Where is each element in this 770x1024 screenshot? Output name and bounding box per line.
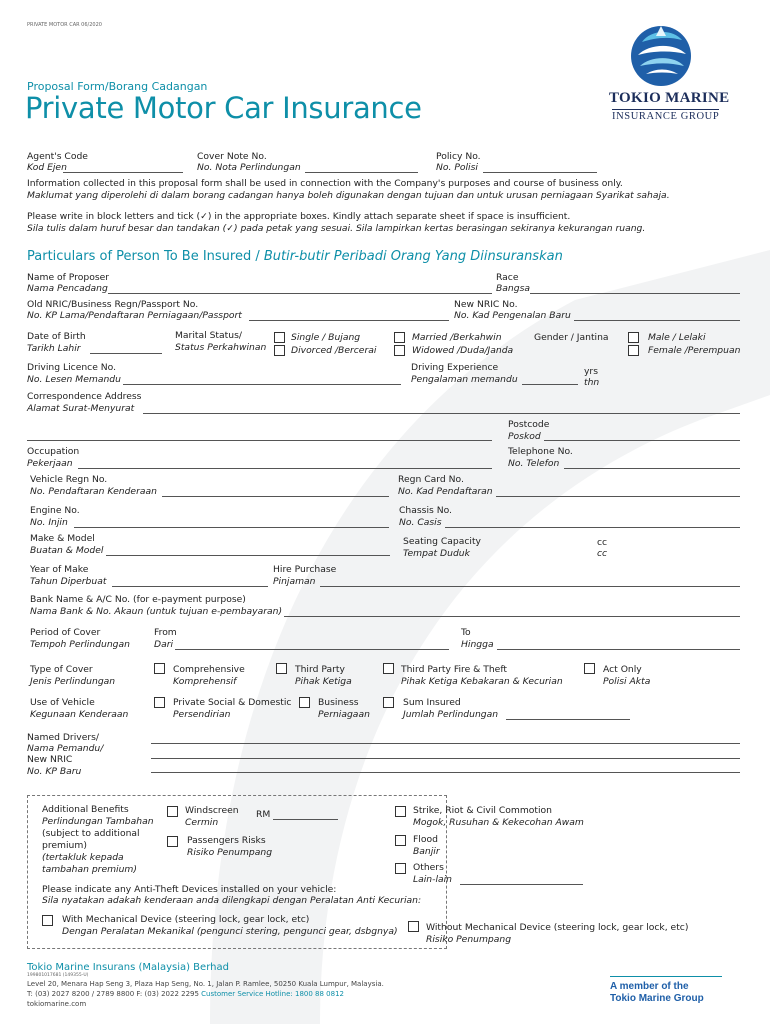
old-nric-label: Old NRIC/Business Regn/Passport No.: [27, 299, 199, 310]
benefits-title-2: (subject to additional: [42, 828, 140, 839]
benefits-title-1: Additional Benefits: [42, 804, 129, 815]
single-label: Single / Bujang: [291, 332, 361, 343]
vehicle-use-label: Use of Vehicle: [30, 697, 95, 708]
regn-card-label: Regn Card No.: [398, 474, 464, 485]
make-model-input[interactable]: [106, 555, 390, 556]
mechanical-device-label-ms: Dengan Peralatan Mekanikal (pengunci stering, pengunci gear, dsbgnya): [62, 926, 398, 937]
make-model-label: Make & Model: [30, 533, 95, 544]
to-label: To: [461, 627, 471, 638]
anti-theft-question-ms: Sila nyatakan adakah kenderaan anda dilengkapi dengan Peralatan Anti Kecurian:: [42, 895, 422, 906]
private-use-checkbox[interactable]: [154, 697, 165, 708]
named-drivers-label-3: New NRIC: [27, 754, 73, 765]
company-name: Tokio Marine Insurans (Malaysia) Berhad: [27, 962, 229, 973]
agent-code-input[interactable]: [63, 172, 183, 173]
srcc-label-ms: Mogok, Rusuhan & Kekecohan Awam: [413, 817, 584, 828]
occupation-input[interactable]: [78, 468, 492, 469]
company-address: Level 20, Menara Hap Seng 3, Plaza Hap Seng, No. 1, Jalan P. Ramlee, 50250 Kuala Lumpur, Malaysia.: [27, 980, 384, 988]
others-input[interactable]: [460, 884, 583, 885]
telephone-input[interactable]: [564, 468, 740, 469]
flood-label-ms: Banjir: [413, 846, 440, 857]
postcode-label: Postcode: [508, 419, 550, 430]
member-tagline-1: A member of the: [610, 981, 689, 992]
comprehensive-label: Comprehensive: [173, 664, 245, 675]
mechanical-device-checkbox[interactable]: [42, 915, 53, 926]
document-code: PRIVATE MOTOR CAR 06/2020: [27, 22, 102, 28]
old-nric-label-ms: No. KP Lama/Pendaftaran Perniagaan/Passport: [27, 310, 242, 321]
from-label-ms: Dari: [154, 639, 174, 650]
others-label: Others: [413, 862, 444, 873]
telephone-label-ms: No. Telefon: [508, 458, 560, 469]
mechanical-device-label: With Mechanical Device (steering lock, gear lock, etc): [62, 914, 310, 925]
third-party-label-ms: Pihak Ketiga: [295, 676, 352, 687]
windscreen-amount-input[interactable]: [273, 819, 338, 820]
policy-no-label: Policy No.: [436, 151, 481, 162]
cover-note-input[interactable]: [305, 172, 418, 173]
dob-input[interactable]: [90, 353, 162, 354]
agent-code-label: Agent's Code: [27, 151, 88, 162]
named-drivers-label-4: No. KP Baru: [27, 766, 82, 777]
bank-label: Bank Name & A/C No. (for e-payment purpose): [30, 594, 246, 605]
cover-note-label-ms: No. Nota Perlindungan: [197, 162, 301, 173]
info-notice-ms: Maklumat yang diperolehi di dalam borang cadangan hanya boleh digunakan dengan tujuan dan untuk urusan perniagaan Syarikat sahaja.: [27, 190, 670, 201]
from-input[interactable]: [175, 649, 449, 650]
cover-type-label: Type of Cover: [30, 664, 93, 675]
occupation-label: Occupation: [27, 446, 80, 457]
logo-wordmark: TOKIO MARINE: [609, 90, 730, 106]
hire-purchase-label: Hire Purchase: [273, 564, 337, 575]
single-checkbox[interactable]: [274, 332, 285, 343]
others-label-ms: Lain-lain: [413, 874, 452, 885]
regn-card-input[interactable]: [496, 496, 740, 497]
seating-label: Seating Capacity: [403, 536, 481, 547]
sum-insured-label: Sum Insured: [403, 697, 461, 708]
divorced-label: Divorced /Bercerai: [291, 345, 377, 356]
no-mechanical-device-label: Without Mechanical Device (steering lock, gear lock, etc): [426, 922, 689, 933]
third-party-label: Third Party: [295, 664, 345, 675]
married-checkbox[interactable]: [394, 332, 405, 343]
section-heading-en: Particulars of Person To Be Insured /: [27, 249, 264, 264]
bank-input[interactable]: [284, 616, 740, 617]
private-use-label-ms: Persendirian: [173, 709, 231, 720]
cc-unit-1: cc: [597, 537, 608, 548]
hire-purchase-label-ms: Pinjaman: [273, 576, 316, 587]
sum-insured-checkbox[interactable]: [383, 697, 394, 708]
hire-purchase-input[interactable]: [320, 586, 740, 587]
instruction-notice-ms: Sila tulis dalam huruf besar dan tandakan (✓) pada petak yang sesuai. Sila lampirkan kertas berasingan sekiranya kekurangan ruang.: [27, 223, 646, 234]
dob-label-ms: Tarikh Lahir: [27, 343, 81, 354]
benefits-title-ms-1: Perlindungan Tambahan: [42, 816, 154, 827]
gender-label: Gender / Jantina: [534, 332, 609, 343]
vehicle-use-label-ms: Kegunaan Kenderaan: [30, 709, 129, 720]
address-input-line-2[interactable]: [27, 440, 492, 441]
engine-label: Engine No.: [30, 505, 80, 516]
female-label: Female /Perempuan: [648, 345, 741, 356]
address-input-line-1[interactable]: [143, 413, 740, 414]
member-divider: [610, 976, 722, 977]
from-label: From: [154, 627, 177, 638]
srcc-label: Strike, Riot & Civil Commotion: [413, 805, 553, 816]
marital-label-ms: Status Perkahwinan: [175, 342, 267, 353]
proposer-label: Name of Proposer: [27, 272, 110, 283]
act-only-checkbox[interactable]: [584, 663, 595, 674]
postcode-input[interactable]: [544, 440, 740, 441]
sum-insured-input[interactable]: [506, 719, 630, 720]
male-label: Male / Lelaki: [648, 332, 706, 343]
experience-input[interactable]: [522, 384, 578, 385]
phone-fax: T: (03) 2027 8200 / 2789 8800 F: (03) 2022 2295: [27, 990, 202, 998]
passengers-checkbox[interactable]: [167, 836, 178, 847]
info-notice: Information collected in this proposal form shall be used in connection with the Company's purposes and course of business only.: [27, 178, 623, 189]
make-model-label-ms: Buatan & Model: [30, 545, 104, 556]
chassis-input[interactable]: [445, 527, 740, 528]
new-nric-label: New NRIC No.: [454, 299, 518, 310]
company-contact: [27, 990, 344, 998]
no-mechanical-device-label-ms: Risiko Penumpang: [426, 934, 512, 945]
proposer-label-ms: Nama Pencadang: [27, 283, 108, 294]
business-use-checkbox[interactable]: [299, 697, 310, 708]
race-label-ms: Bangsa: [496, 283, 531, 294]
named-driver-input-3[interactable]: [151, 772, 740, 773]
page-title: Private Motor Car Insurance: [25, 91, 422, 125]
form-subtitle: Proposal Form/Borang Cadangan: [27, 80, 208, 93]
passengers-label-ms: Risiko Penumpang: [187, 847, 273, 858]
third-party-checkbox[interactable]: [276, 663, 287, 674]
named-drivers-label-2: Nama Pemandu/: [27, 743, 104, 754]
website-link[interactable]: tokiomarine.com: [27, 1000, 87, 1008]
years-unit: yrs: [584, 366, 599, 377]
policy-no-input[interactable]: [483, 172, 597, 173]
widowed-label: Widowed /Duda/Janda: [412, 345, 514, 356]
act-only-label-ms: Polisi Akta: [603, 676, 651, 687]
srcc-checkbox[interactable]: [395, 806, 406, 817]
married-label: Married /Berkahwin: [412, 332, 502, 343]
windscreen-label-ms: Cermin: [185, 817, 219, 828]
agent-code-label-ms: Kod Ejen: [27, 162, 67, 173]
race-input[interactable]: [530, 293, 740, 294]
comprehensive-checkbox[interactable]: [154, 663, 165, 674]
passengers-label: Passengers Risks: [187, 835, 266, 846]
windscreen-label: Windscreen: [185, 805, 239, 816]
tpft-checkbox[interactable]: [383, 663, 394, 674]
act-only-label: Act Only: [603, 664, 642, 675]
female-checkbox[interactable]: [628, 345, 639, 356]
address-label: Correspondence Address: [27, 391, 142, 402]
dob-label: Date of Birth: [27, 331, 86, 342]
seating-label-ms: Tempat Duduk: [403, 548, 470, 559]
others-checkbox[interactable]: [395, 863, 406, 874]
old-nric-input[interactable]: [249, 320, 449, 321]
widowed-checkbox[interactable]: [394, 345, 405, 356]
new-nric-label-ms: No. Kad Pengenalan Baru: [454, 310, 571, 321]
cc-unit-2: cc: [597, 548, 608, 559]
cover-note-label: Cover Note No.: [197, 151, 267, 162]
experience-label: Driving Experience: [411, 362, 499, 373]
sum-insured-label-ms: Jumlah Perlindungan: [403, 709, 499, 720]
regn-card-label-ms: No. Kad Pendaftaran: [398, 486, 493, 497]
flood-checkbox[interactable]: [395, 835, 406, 846]
race-label: Race: [496, 272, 519, 283]
period-label: Period of Cover: [30, 627, 101, 638]
section-heading: [27, 249, 563, 264]
male-checkbox[interactable]: [628, 332, 639, 343]
chassis-label-ms: No. Casis: [399, 517, 442, 528]
vehicle-regn-label: Vehicle Regn No.: [30, 474, 108, 485]
benefits-title-ms-2: (tertakluk kepada: [42, 852, 124, 863]
postcode-label-ms: Poskod: [508, 431, 541, 442]
logo-group-text: INSURANCE GROUP: [612, 111, 720, 122]
to-input[interactable]: [497, 649, 740, 650]
telephone-label: Telephone No.: [508, 446, 573, 457]
tpft-label-ms: Pihak Ketiga Kebakaran & Kecurian: [401, 676, 563, 687]
section-heading-ms: Butir-butir Peribadi Orang Yang Diinsuranskan: [263, 249, 563, 264]
new-nric-input[interactable]: [574, 320, 740, 321]
tokio-marine-logo-icon: [628, 22, 694, 88]
named-drivers-label-1: Named Drivers/: [27, 732, 100, 743]
engine-label-ms: No. Injin: [30, 517, 68, 528]
engine-input[interactable]: [74, 527, 389, 528]
private-use-label: Private Social & Domestic: [173, 697, 292, 708]
vehicle-regn-label-ms: No. Pendaftaran Kenderaan: [30, 486, 157, 497]
benefits-title-ms-3: tambahan premium): [42, 864, 137, 875]
business-use-label: Business: [318, 697, 359, 708]
comprehensive-label-ms: Komprehensif: [173, 676, 237, 687]
address-label-ms: Alamat Surat-Menyurat: [27, 403, 135, 414]
to-label-ms: Hingga: [461, 639, 494, 650]
member-tagline-2: Tokio Marine Group: [610, 993, 704, 1004]
vehicle-regn-input[interactable]: [162, 496, 389, 497]
instruction-notice: Please write in block letters and tick (✓) in the appropriate boxes. Kindly attach separate sheet if space is insufficient.: [27, 211, 571, 222]
years-unit-ms: thn: [584, 377, 600, 388]
named-driver-input-2[interactable]: [151, 758, 740, 759]
occupation-label-ms: Pekerjaan: [27, 458, 73, 469]
benefits-title-3: premium): [42, 840, 87, 851]
cover-type-label-ms: Jenis Perlindungan: [30, 676, 116, 687]
year-make-label-ms: Tahun Diperbuat: [30, 576, 107, 587]
period-label-ms: Tempoh Perlindungan: [30, 639, 130, 650]
tpft-label: Third Party Fire & Theft: [401, 664, 508, 675]
year-make-input[interactable]: [112, 586, 268, 587]
licence-input[interactable]: [123, 384, 401, 385]
divorced-checkbox[interactable]: [274, 345, 285, 356]
marital-label: Marital Status/: [175, 330, 242, 341]
flood-label: Flood: [413, 834, 438, 845]
bank-label-ms: Nama Bank & No. Akaun (untuk tujuan e-pembayaran): [30, 606, 283, 617]
windscreen-checkbox[interactable]: [167, 806, 178, 817]
business-use-label-ms: Perniagaan: [318, 709, 370, 720]
chassis-label: Chassis No.: [399, 505, 452, 516]
no-mechanical-device-checkbox[interactable]: [408, 921, 419, 932]
hotline: Customer Service Hotline: 1800 88 0812: [201, 990, 344, 998]
named-driver-input-1[interactable]: [151, 743, 740, 744]
proposer-input[interactable]: [108, 293, 492, 294]
anti-theft-question: Please indicate any Anti-Theft Devices installed on your vehicle:: [42, 884, 337, 895]
policy-no-label-ms: No. Polisi: [436, 162, 478, 173]
company-regno: 199801017681 (149355-U): [27, 973, 89, 978]
experience-label-ms: Pengalaman memandu: [411, 374, 518, 385]
rm-label: RM: [256, 809, 271, 820]
licence-label: Driving Licence No.: [27, 362, 117, 373]
licence-label-ms: No. Lesen Memandu: [27, 374, 121, 385]
year-make-label: Year of Make: [30, 564, 89, 575]
